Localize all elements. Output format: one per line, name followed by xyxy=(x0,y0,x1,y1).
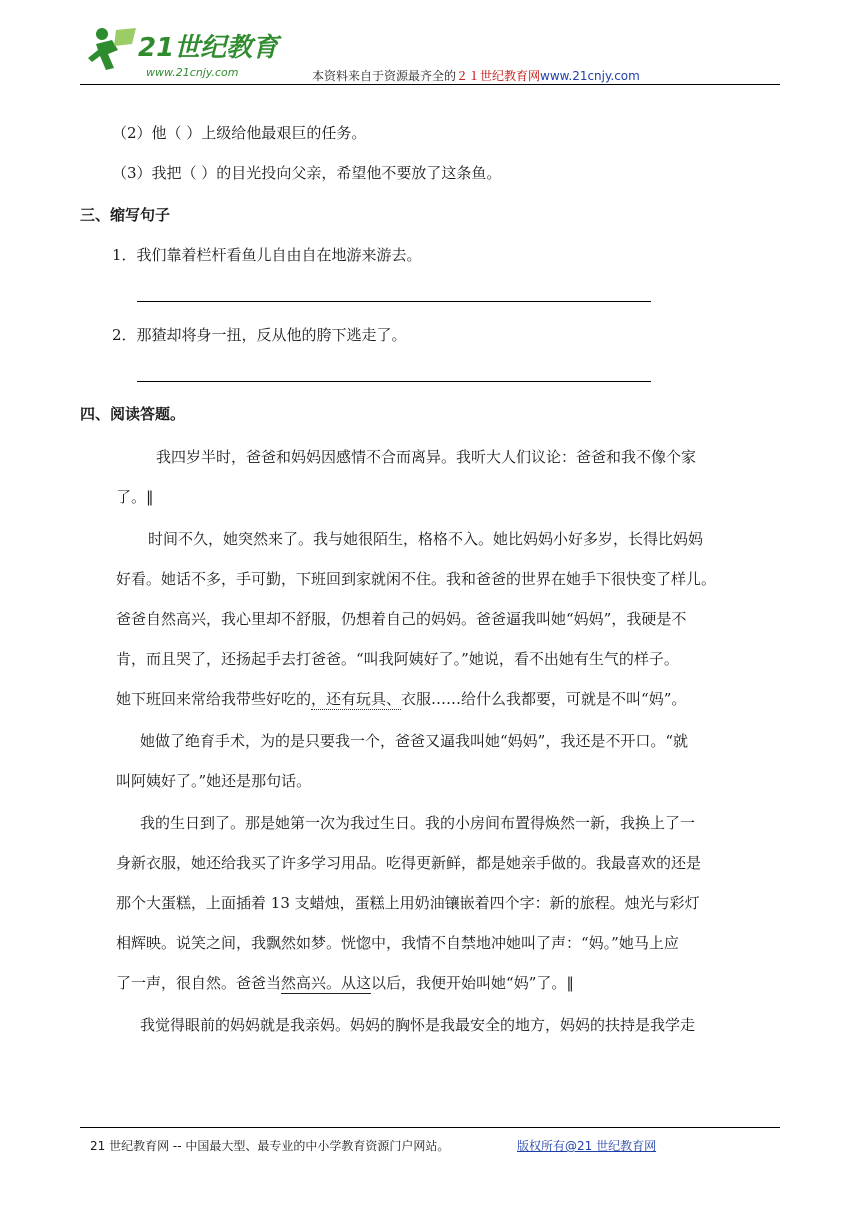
section-4-title: 四、阅读答题。 xyxy=(80,405,186,423)
passage-line: 身新衣服，她还给我买了许多学习用品。吃得更新鲜，都是她亲手做的。我最喜欢的还是 xyxy=(116,854,702,872)
section-3-title: 三、缩写句子 xyxy=(80,206,171,224)
passage-text: 了一声，很自然。爸爸当 xyxy=(116,974,282,992)
passage-line: 爸爸自然高兴，我心里却不舒服，仍想着自己的妈妈。爸爸逼我叫她“妈妈”，我硬是不 xyxy=(116,610,687,628)
question-3: （3）我把（ ）的目光投向父亲，希望他不要放了这条鱼。 xyxy=(112,164,502,182)
runner-icon xyxy=(88,28,136,70)
passage-line xyxy=(116,688,686,709)
header-divider xyxy=(80,84,780,85)
passage-line: 了。‖ xyxy=(116,488,154,506)
footer-text: 21 世纪教育网 -- 中国最大型、最专业的中小学教育资源门户网站。 xyxy=(90,1139,450,1153)
passage-line: 我四岁半时，爸爸和妈妈因感情不合而离异。我听大人们议论：爸爸和我不像个家 xyxy=(156,448,697,466)
condense-sentence-2: 2．那猹却将身一扭，反从他的胯下逃走了。 xyxy=(112,326,407,344)
passage-line: 那个大蛋糕，上面插着 13 支蜡烛，蛋糕上用奶油镶嵌着四个字：新的旅程。烛光与彩灯 xyxy=(116,894,700,912)
footer-divider xyxy=(80,1127,780,1128)
passage-line: 肯，而且哭了，还扬起手去打爸爸。“叫我阿姨好了。”她说，看不出她有生气的样子。 xyxy=(116,650,679,668)
logo-url: www.21cnjy.com xyxy=(146,66,239,79)
question-2: （2）他（ ）上级给他最艰巨的任务。 xyxy=(112,124,367,142)
passage-line: 时间不久，她突然来了。我与她很陌生，格格不入。她比妈妈小好多岁，长得比妈妈 xyxy=(148,530,704,548)
passage-line: 好看。她话不多，手可勤，下班回到家就闲不住。我和爸爸的世界在她手下很快变了样儿。 xyxy=(116,570,717,588)
header-note-prefix: 本资料来自于资源最齐全的 xyxy=(312,69,457,83)
footer-copyright-link[interactable]: 版权所有@21 世纪教育网 xyxy=(517,1139,657,1153)
logo-text: 21世纪教育 xyxy=(138,33,279,63)
passage-text: 以后，我便开始叫她“妈”了。‖ xyxy=(371,974,574,992)
logo-21cnjy xyxy=(88,24,298,84)
header-note-brand[interactable]: ２１世纪教育网 xyxy=(456,69,541,83)
passage-line: 我的生日到了。那是她第一次为我过生日。我的小房间布置得焕然一新，我换上了一 xyxy=(140,814,696,832)
header-note xyxy=(312,67,640,84)
passage-line: 她做了绝育手术，为的是只要我一个，爸爸又逼我叫她“妈妈”，我还是不开口。“就 xyxy=(140,732,689,750)
passage-text: 她下班回来常给我带些好吃的 xyxy=(116,690,312,708)
passage-line: 相辉映。说笑之间，我飘然如梦。恍惚中，我情不自禁地冲她叫了声：“妈。”她马上应 xyxy=(116,934,679,952)
passage-line xyxy=(116,972,574,993)
dotted-underline-mark: ，还有玩具、 xyxy=(311,690,402,708)
passage-text: 衣服……给什么我都要，可就是不叫“妈”。 xyxy=(401,690,687,708)
condense-sentence-1: 1．我们靠着栏杆看鱼儿自由自在地游来游去。 xyxy=(112,246,422,264)
underline-mark: 然高兴。从这 xyxy=(281,974,372,992)
passage-line: 我觉得眼前的妈妈就是我亲妈。妈妈的胸怀是我最安全的地方，妈妈的扶持是我学走 xyxy=(140,1016,696,1034)
passage-line: 叫阿姨好了。”她还是那句话。 xyxy=(116,772,312,790)
header-note-url[interactable]: www.21cnjy.com xyxy=(540,69,640,83)
answer-line-1[interactable] xyxy=(137,301,651,302)
answer-line-2[interactable] xyxy=(137,381,651,382)
